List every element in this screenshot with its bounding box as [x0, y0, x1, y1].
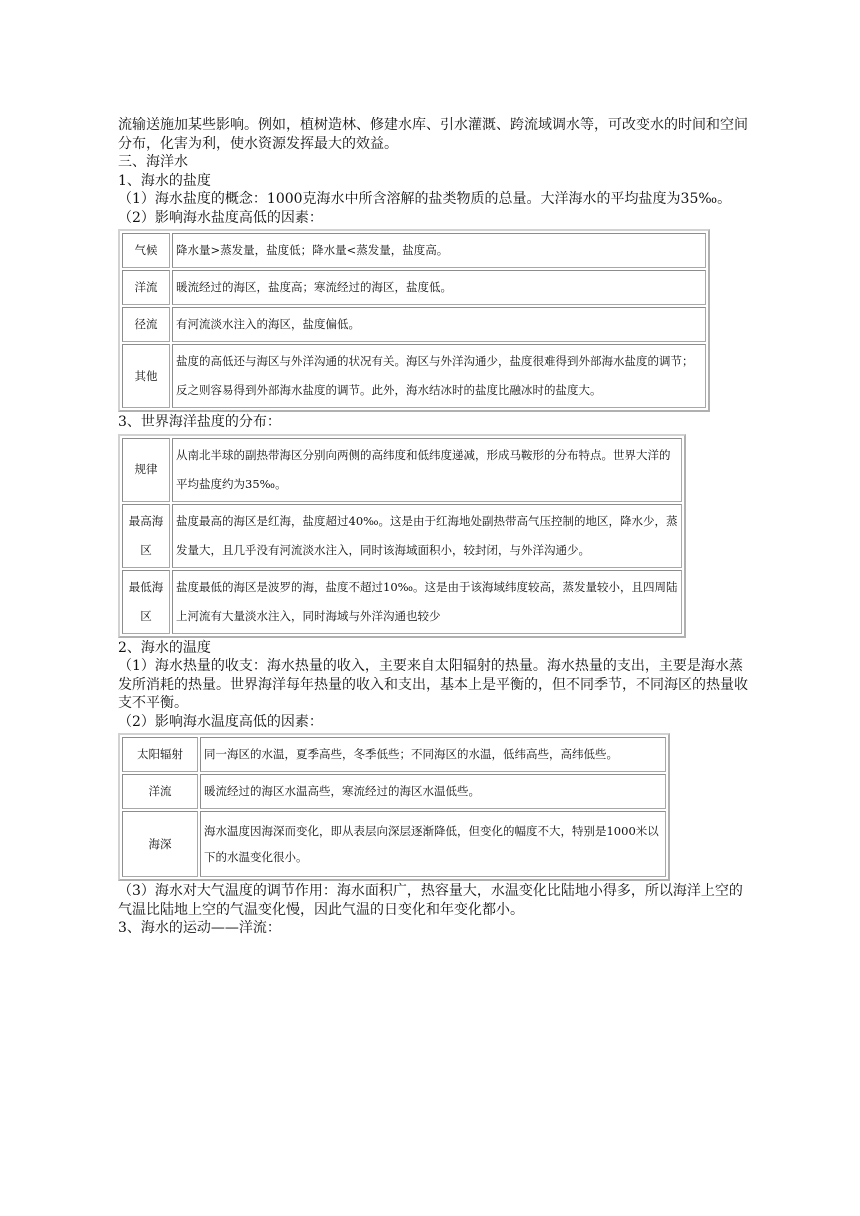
- factor-description: 同一海区的水温，夏季高些，冬季低些；不同海区的水温，低纬高些，高纬低些。: [200, 737, 666, 772]
- table-row: [122, 344, 706, 408]
- table-row: [122, 504, 682, 568]
- factor-key: 气候: [122, 233, 170, 268]
- distribution-key: 规律: [122, 438, 170, 502]
- distribution-description: 从南北半球的副热带海区分别向两侧的高纬度和低纬度递减，形成马鞍形的分布特点。世界大洋的平均盐度约为35‰。: [172, 438, 682, 502]
- subheading-salinity: 1、海水的盐度: [118, 172, 211, 189]
- subheading-salinity-distribution: 3、世界海洋盐度的分布：: [118, 414, 281, 430]
- heat-budget-paragraph: （1）海水热量的收支：海水热量的收入，主要来自太阳辐射的热量。海水热量的支出，主要是海水蒸发所消耗的热量。世界海洋每年热量的收入和支出，基本上是平衡的，但不同季节，不同海区的热量收支不平衡。: [118, 658, 748, 711]
- subheading-ocean-currents: 3、海水的运动——洋流：: [118, 920, 281, 936]
- factor-key: 海深: [122, 811, 198, 877]
- factor-description: 海水温度因海深而变化，即从表层向深层逐渐降低，但变化的幅度不大，特别是1000米以下的水温变化很小。: [200, 811, 666, 877]
- subheading-temperature: 2、海水的温度: [118, 639, 211, 656]
- temperature-factors-heading: （2）影响海水温度高低的因素：: [118, 713, 323, 730]
- factor-key: 洋流: [122, 774, 198, 809]
- factor-description: 有河流淡水注入的海区，盐度偏低。: [172, 307, 706, 342]
- factor-description: 暖流经过的海区，盐度高；寒流经过的海区，盐度低。: [172, 270, 706, 305]
- factor-key: 洋流: [122, 270, 170, 305]
- salinity-concept-paragraph: （1）海水盐度的概念：1000克海水中所含溶解的盐类物质的总量。大洋海水的平均盐度为35‰。: [118, 191, 732, 207]
- factor-key: 径流: [122, 307, 170, 342]
- table-row: [122, 438, 682, 502]
- intro-paragraph: 流输送施加某些影响。例如，植树造林、修建水库、引水灌溉、跨流域调水等，可改变水的时间和空间分布，化害为利，使水资源发挥最大的效益。: [118, 117, 748, 152]
- table-row: [122, 570, 682, 634]
- factor-description: 盐度的高低还与海区与外洋沟通的状况有关。海区与外洋沟通少，盐度很难得到外部海水盐度的调节；反之则容易得到外部海水盐度的调节。此外，海水结冰时的盐度比融冰时的盐度大。: [172, 344, 706, 408]
- table-row: [122, 270, 706, 305]
- section-heading-ocean-water: 三、海洋水: [118, 154, 188, 170]
- salinity-distribution-table: [118, 434, 686, 638]
- distribution-key: 最高海区: [122, 504, 170, 568]
- distribution-description: 盐度最低的海区是波罗的海，盐度不超过10‰。这是由于该海域纬度较高，蒸发量较小，且四周陆上河流有大量淡水注入，同时海域与外洋沟通也较少: [172, 570, 682, 634]
- salinity-factors-heading: （2）影响海水盐度高低的因素：: [118, 209, 323, 226]
- factor-description: 降水量>蒸发量，盐度低；降水量<蒸发量，盐度高。: [172, 233, 706, 268]
- table-row: [122, 811, 666, 877]
- document-page: [118, 116, 748, 938]
- table-row: [122, 737, 666, 772]
- factor-key: 其他: [122, 344, 170, 408]
- table-row: [122, 307, 706, 342]
- regulation-paragraph: （3）海水对大气温度的调节作用：海水面积广，热容量大，水温变化比陆地小得多，所以海洋上空的气温比陆地上空的气温变化慢，因此气温的日变化和年变化都小。: [118, 883, 743, 918]
- factor-description: 暖流经过的海区水温高些，寒流经过的海区水温低些。: [200, 774, 666, 809]
- table-row: [122, 233, 706, 268]
- temperature-factors-table: [118, 733, 670, 881]
- factor-key: 太阳辐射: [122, 737, 198, 772]
- salinity-factors-table: [118, 229, 710, 412]
- table-row: [122, 774, 666, 809]
- distribution-description: 盐度最高的海区是红海，盐度超过40‰。这是由于红海地处副热带高气压控制的地区，降水少，蒸发量大，且几乎没有河流淡水注入，同时该海域面积小，较封闭，与外洋沟通少。: [172, 504, 682, 568]
- distribution-key: 最低海区: [122, 570, 170, 634]
